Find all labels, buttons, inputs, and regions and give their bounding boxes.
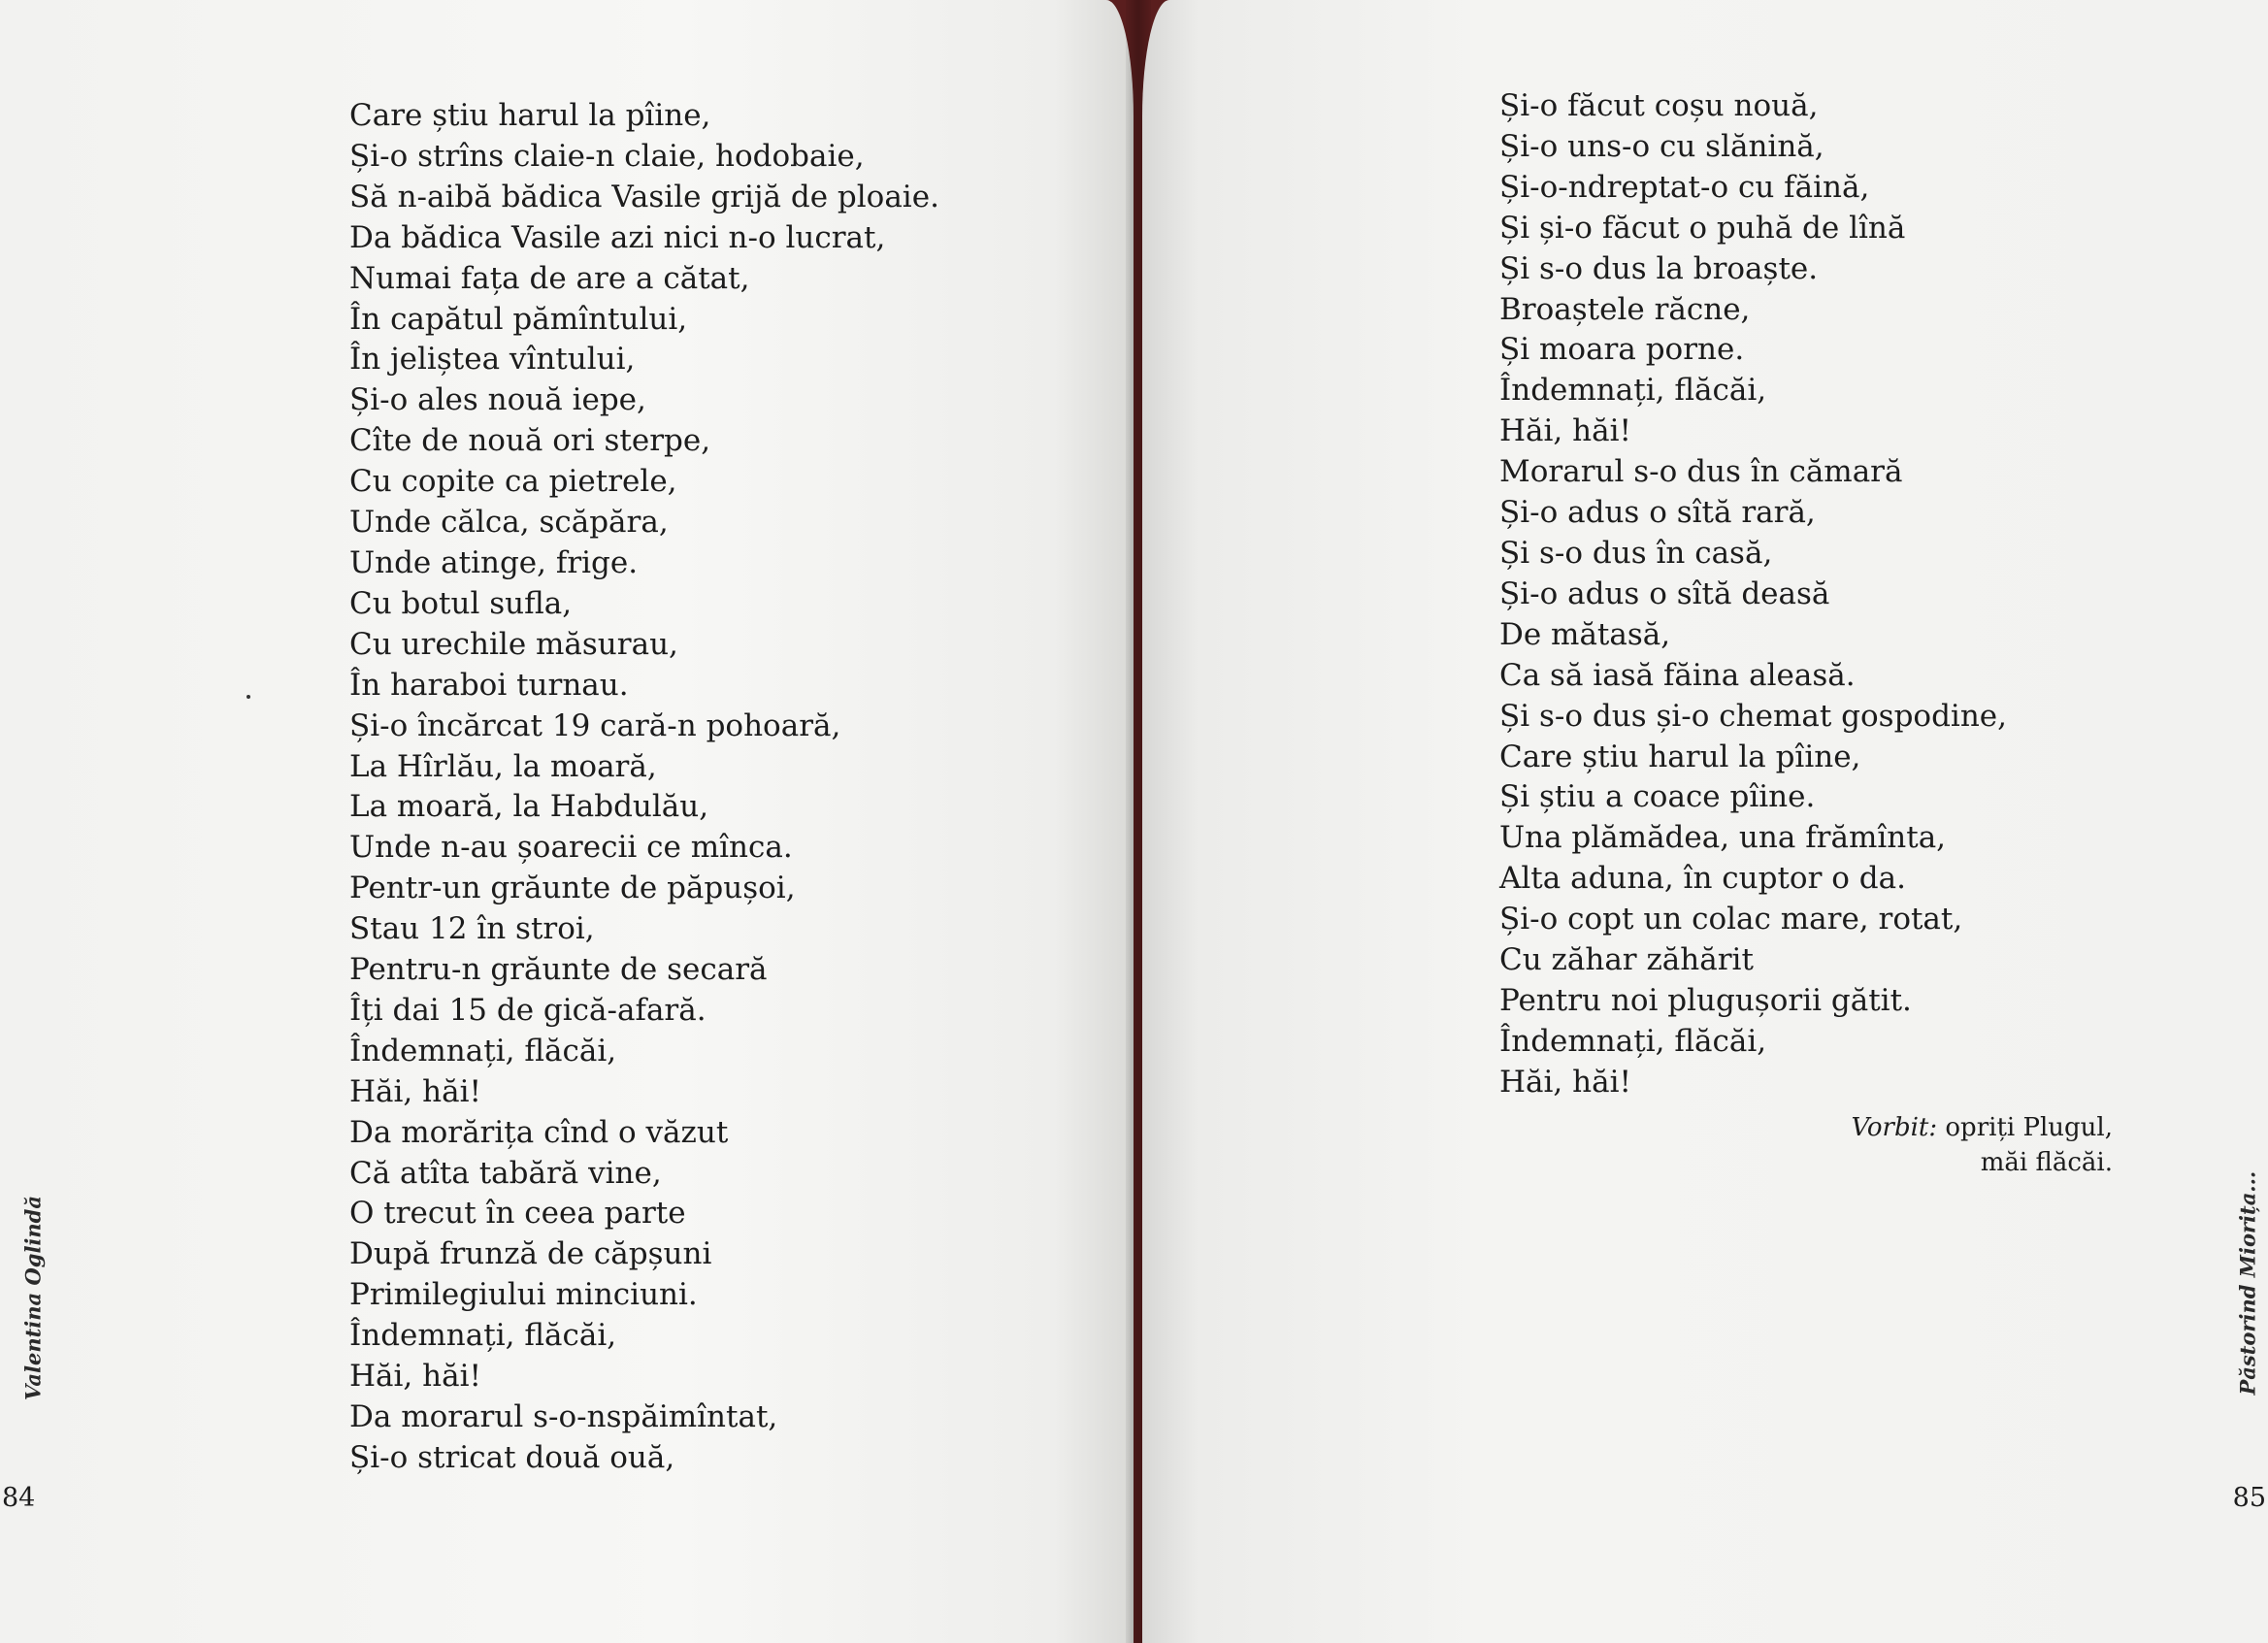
verse-line: În capătul pămîntului, [349, 301, 688, 337]
verse-line: Și s-o dus în casă, [1499, 535, 1773, 571]
ink-speck [247, 695, 250, 699]
verse-line: Da morărița cînd o văzut [349, 1114, 729, 1150]
verse-line: Care știu harul la pîine, [1499, 739, 1861, 774]
verse-line: La moară, la Habdulău, [349, 789, 709, 825]
verse-line: Pentr-un grăunte de păpușoi, [349, 871, 796, 906]
verse-line: Pentru noi plugușorii gătit. [1499, 982, 1912, 1018]
spoken-label: Vorbit: [1851, 1113, 1938, 1142]
spoken-line-2: măi flăcăi. [1980, 1148, 2113, 1177]
verse-line: Și-o adus o sîtă rară, [1499, 495, 1816, 531]
verse-line: Și-o stricat două ouă, [349, 1439, 675, 1475]
verse-line: Cu copite ca pietrele, [349, 464, 677, 500]
spoken-note [1852, 1110, 2114, 1180]
verse-line: Și-o strîns claie-n claie, hodobaie, [349, 138, 865, 174]
verse-line: Și moara porne. [1499, 332, 1745, 368]
spoken-line-1: opriți Plugul, [1937, 1113, 2113, 1142]
verse-line: În jeliștea vîntului, [349, 342, 636, 378]
right-page-number: 85 [2232, 1483, 2266, 1513]
verse-line: Și-o copt un colac mare, rotat, [1499, 902, 1963, 937]
verse-line: Hăi, hăi! [1499, 1064, 1631, 1100]
verse-line: Una plămădea, una frămînta, [1499, 820, 1947, 856]
verse-line: Și-o-ndreptat-o cu făină, [1499, 169, 1870, 205]
right-running-head: Păstorind Miorița... [2235, 1170, 2260, 1396]
verse-line: La Hîrlău, la moară, [349, 748, 657, 784]
verse-line: Cîte de nouă ori sterpe, [349, 423, 711, 459]
verse-line: Cu urechile măsurau, [349, 626, 678, 662]
verse-line: Primilegiului minciuni. [349, 1277, 698, 1313]
verse-line: Și s-o dus la broaște. [1499, 250, 1819, 286]
verse-line: O trecut în ceea parte [349, 1196, 686, 1232]
left-page-number: 84 [2, 1483, 36, 1513]
verse-line: Și-o făcut coșu nouă, [1499, 88, 1819, 123]
right-verse [1499, 86, 2007, 1103]
verse-line: Da bădica Vasile azi nici n-o lucrat, [349, 219, 886, 255]
verse-line: Unde călca, scăpăra, [349, 505, 669, 541]
verse-line: Unde n-au șoarecii ce mînca. [349, 830, 793, 866]
verse-line: Îndemnați, flăcăi, [1499, 373, 1767, 409]
verse-line: Îndemnați, flăcăi, [349, 1033, 617, 1068]
verse-line: Broaștele răcne, [1499, 291, 1751, 327]
verse-line: Hăi, hăi! [349, 1359, 481, 1395]
verse-line: Morarul s-o dus în cămară [1499, 454, 1903, 490]
verse-line: După frunză de căpșuni [349, 1236, 712, 1272]
verse-line: Da morarul s-o-nspăimîntat, [349, 1399, 778, 1434]
left-running-head: Valentina Oglindă [20, 1196, 46, 1400]
verse-line: Stau 12 în stroi, [349, 911, 595, 947]
verse-line: Ca să iasă făina aleasă. [1499, 657, 1856, 693]
verse-line: Cu botul sufla, [349, 585, 573, 621]
verse-line: Alta aduna, în cuptor o da. [1499, 861, 1906, 897]
verse-line: Că atîta tabără vine, [349, 1155, 662, 1191]
left-verse [349, 96, 939, 1479]
verse-line: Pentru-n grăunte de secară [349, 952, 768, 988]
verse-line: Și s-o dus și-o chemat gospodine, [1499, 698, 2008, 734]
right-page [1142, 0, 2268, 1643]
verse-line: Numai fața de are a cătat, [349, 260, 750, 296]
verse-line: Să n-aibă bădica Vasile grijă de ploaie. [349, 179, 939, 214]
verse-line: De mătasă, [1499, 616, 1671, 652]
verse-line: Unde atinge, frige. [349, 544, 639, 580]
verse-line: Și-o ales nouă iepe, [349, 382, 646, 418]
verse-line: Și și-o făcut o puhă de lînă [1499, 210, 1906, 246]
verse-line: Îndemnați, flăcăi, [349, 1318, 617, 1354]
verse-line: Și-o adus o sîtă deasă [1499, 575, 1830, 611]
verse-line: Și știu a coace pîine. [1499, 779, 1816, 815]
verse-line: Și-o uns-o cu slănină, [1499, 128, 1824, 164]
verse-line: Care știu harul la pîine, [349, 98, 711, 133]
verse-line: În haraboi turnau. [349, 667, 629, 703]
verse-line: Hăi, hăi! [349, 1073, 481, 1109]
verse-line: Îndemnați, flăcăi, [1499, 1023, 1767, 1059]
verse-line: Cu zăhar zăhărit [1499, 942, 1754, 978]
verse-line: Îți dai 15 de gică-afară. [349, 992, 707, 1028]
verse-line: Și-o încărcat 19 cară-n pohoară, [349, 707, 841, 743]
verse-line: Hăi, hăi! [1499, 413, 1631, 449]
